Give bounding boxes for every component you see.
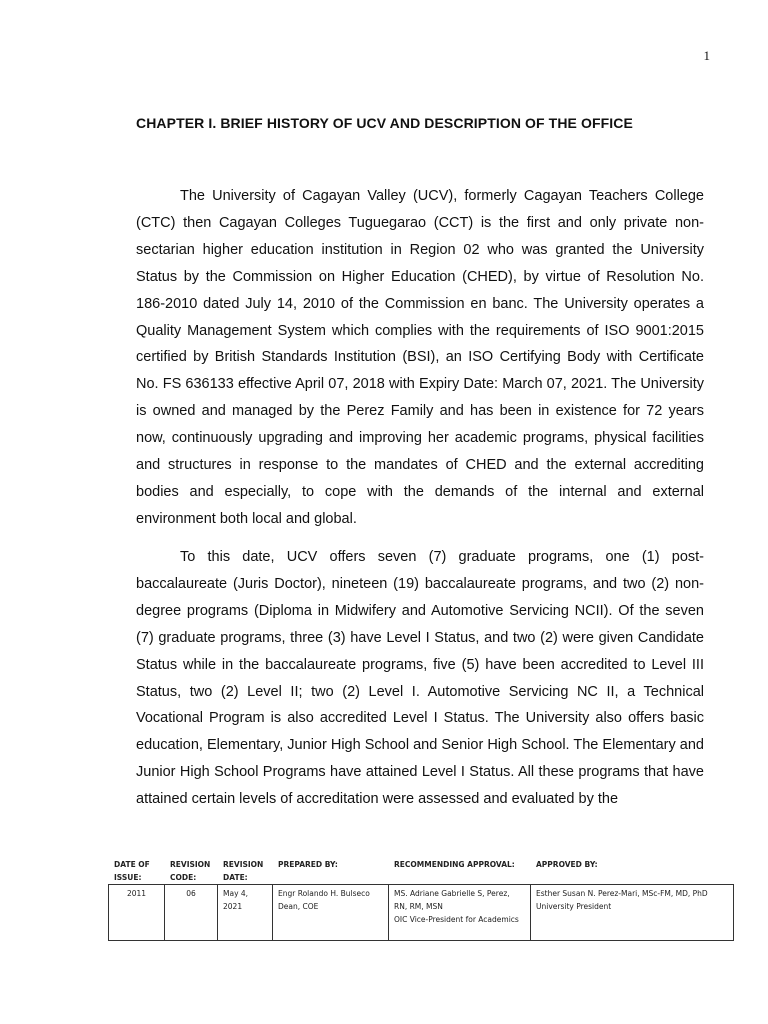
recommending-name: MS. Adriane Gabrielle S, Perez, RN, RM, MSN [394, 889, 510, 911]
prepared-by-title: Dean, COE [278, 902, 319, 911]
value-date-of-issue: 2011 [109, 885, 165, 940]
header-revision-code: REVISION CODE: [170, 860, 211, 882]
header-revision-date: REVISION DATE: [223, 860, 264, 882]
value-prepared-by [273, 885, 389, 940]
header-approved-by: APPROVED BY: [536, 860, 598, 869]
body-paragraph-programs: To this date, UCV offers seven (7) graduate programs, one (1) post-baccalaureate (Juris Doctor), nineteen (19) baccalaureate programs, and two (2) non-degree programs (Diploma in Midwifery and Automotive Servicing NCII). Of the seven (7) graduate programs, three (3) have Level I Status, and two (2) were given Candidate Status while in the baccalaureate programs, five (5) have been accredited to Level III Status, two (2) Level II; two (2) Level I. Automotive Servicing NC II, a Technical Vocational Program is also accredited Level I Status. The University also offers basic education, Elementary, Junior High School and Senior High School. The Elementary and Junior High School Programs have attained Level I Status. All these programs that have attained certain levels of accreditation were assessed and evaluated by the [136, 549, 704, 808]
value-recommending-approval [389, 885, 531, 940]
document-control-header-row [108, 856, 734, 884]
value-revision-date: May 4, 2021 [218, 885, 273, 940]
header-prepared-by: PREPARED BY: [278, 860, 338, 869]
header-date-of-issue: DATE OF ISSUE: [114, 860, 150, 882]
header-recommending-approval: RECOMMENDING APPROVAL: [394, 860, 515, 869]
recommending-title: OIC Vice-President for Academics [394, 915, 519, 924]
document-control-data-row [108, 884, 734, 941]
document-control-table [108, 856, 734, 941]
prepared-by-name: Engr Rolando H. Bulseco [278, 889, 370, 898]
page-number: 1 [703, 48, 710, 63]
body-paragraph-history: The University of Cagayan Valley (UCV), formerly Cagayan Teachers College (CTC) then Cagayan Colleges Tuguegarao (CCT) is the first and only private non-sectarian higher education institution in Region 02 who was granted the University Status by the Commission on Higher Education (CHED), by virtue of Resolution No. 186-2010 dated July 14, 2010 of the Commission en banc. The University operates a Quality Management System which complies with the requirements of ISO 9001:2015 certified by British Standards Institution (BSI), an ISO Certifying Body with Certificate No. FS 636133 effective April 07, 2018 with Expiry Date: March 07, 2021. The University is owned and managed by the Perez Family and has been in existence for 72 years now, continuously upgrading and improving her academic programs, physical facilities and structures in response to the mandates of CHED and the external accrediting bodies and especially, to cope with the demands of the internal and external environment both local and global. [136, 188, 704, 527]
value-revision-code: 06 [165, 885, 218, 940]
value-approved-by [531, 885, 733, 940]
chapter-title: CHAPTER I. BRIEF HISTORY OF UCV AND DESCRIPTION OF THE OFFICE [136, 115, 633, 131]
approved-by-title: University President [536, 902, 612, 911]
approved-by-name: Esther Susan N. Perez-Mari, MSc-FM, MD, PhD [536, 889, 708, 898]
